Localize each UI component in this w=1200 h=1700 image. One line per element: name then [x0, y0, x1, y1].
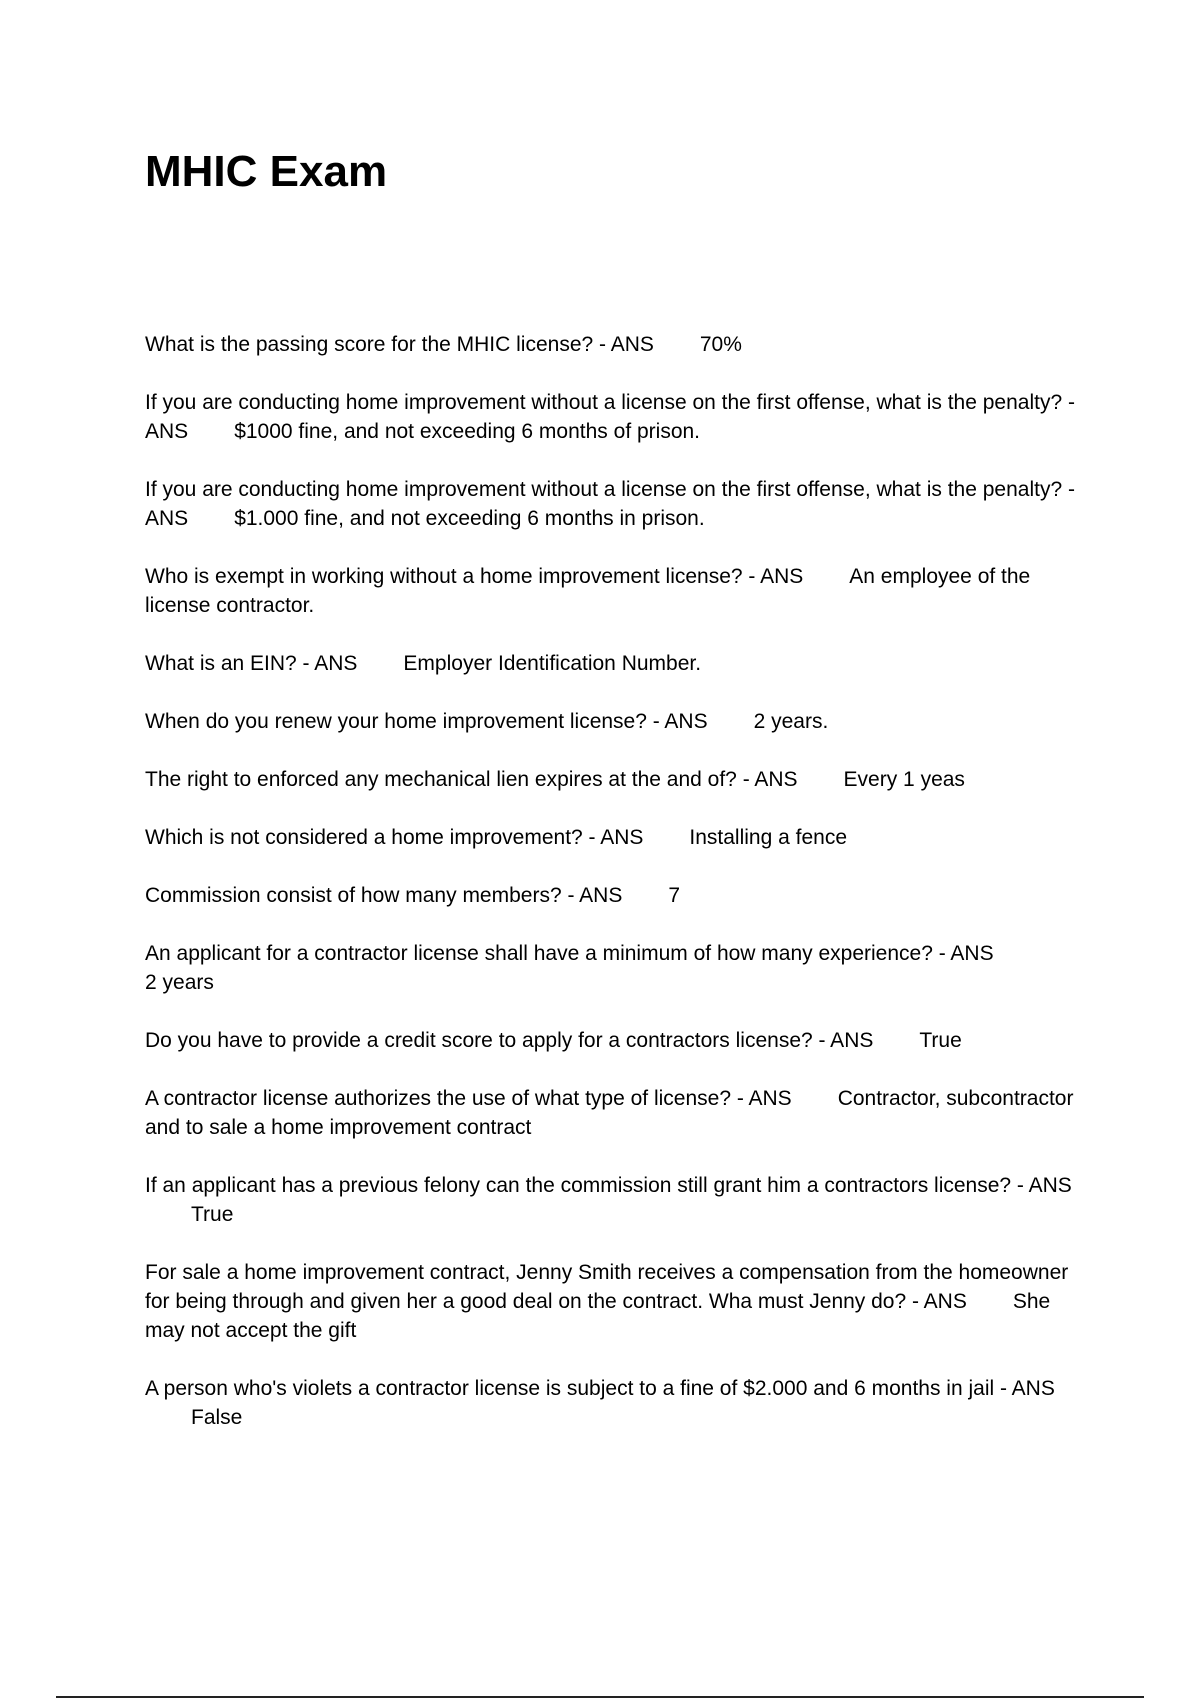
qa-item: [145, 330, 1090, 359]
qa-item: [145, 881, 1090, 910]
question-text: If you are conducting home improvement without a license on the first offense, what is the penalty? - ANS: [145, 391, 1075, 443]
qa-item: [145, 649, 1090, 678]
answer-text: She may not accept the gift: [145, 1290, 1051, 1342]
page-footer-divider: [56, 1696, 1144, 1698]
qa-item: [145, 765, 1090, 794]
answer-text: An employee of the license contractor.: [145, 565, 1031, 617]
qa-item: [145, 823, 1090, 852]
answer-text: Every 1 yeas: [843, 768, 965, 791]
answer-text: 70%: [699, 333, 742, 356]
qa-item: [145, 1171, 1090, 1229]
question-text: For sale a home improvement contract, Jenny Smith receives a compensation from the homeowner for being through and given her a good deal on the contract. Wha must Jenny do? - ANS: [145, 1261, 1069, 1313]
qa-list: [145, 330, 1090, 1461]
document-title: MHIC Exam: [145, 147, 388, 196]
qa-item: [145, 1374, 1090, 1432]
question-text: What is an EIN? - ANS: [145, 652, 358, 675]
answer-text: 7: [668, 884, 681, 907]
question-text: When do you renew your home improvement license? - ANS: [145, 710, 708, 733]
answer-text: Employer Identification Number.: [403, 652, 702, 675]
answer-text: 2 years: [145, 971, 214, 994]
qa-item: [145, 939, 1090, 997]
question-text: The right to enforced any mechanical lien expires at the and of? - ANS: [145, 768, 798, 791]
question-text: Which is not considered a home improvement? - ANS: [145, 826, 644, 849]
question-text: A person who's violets a contractor license is subject to a fine of $2.000 and 6 months in jail - ANS: [145, 1377, 1055, 1400]
answer-text: True: [191, 1203, 234, 1226]
qa-item: [145, 562, 1090, 620]
qa-item: [145, 475, 1090, 533]
qa-item: [145, 707, 1090, 736]
question-text: Who is exempt in working without a home improvement license? - ANS: [145, 565, 804, 588]
answer-text: 2 years.: [753, 710, 829, 733]
answer-text: Installing a fence: [689, 826, 848, 849]
answer-text: True: [919, 1029, 962, 1052]
question-text: What is the passing score for the MHIC license? - ANS: [145, 333, 654, 356]
question-text: Do you have to provide a credit score to apply for a contractors license? - ANS: [145, 1029, 874, 1052]
question-text: If an applicant has a previous felony can the commission still grant him a contractors license? - ANS: [145, 1174, 1072, 1197]
qa-item: [145, 1026, 1090, 1055]
answer-text: $1000 fine, and not exceeding 6 months of prison.: [234, 420, 701, 443]
qa-item: [145, 388, 1090, 446]
question-text: An applicant for a contractor license shall have a minimum of how many experience? - ANS: [145, 942, 994, 965]
answer-text: $1.000 fine, and not exceeding 6 months in prison.: [234, 507, 705, 530]
qa-item: [145, 1084, 1090, 1142]
answer-text: False: [191, 1406, 243, 1429]
answer-text: Contractor, subcontractor and to sale a home improvement contract: [145, 1087, 1074, 1139]
question-text: A contractor license authorizes the use of what type of license? - ANS: [145, 1087, 792, 1110]
question-text: Commission consist of how many members? - ANS: [145, 884, 623, 907]
qa-item: [145, 1258, 1090, 1345]
question-text: If you are conducting home improvement without a license on the first offense, what is the penalty? - ANS: [145, 478, 1075, 530]
